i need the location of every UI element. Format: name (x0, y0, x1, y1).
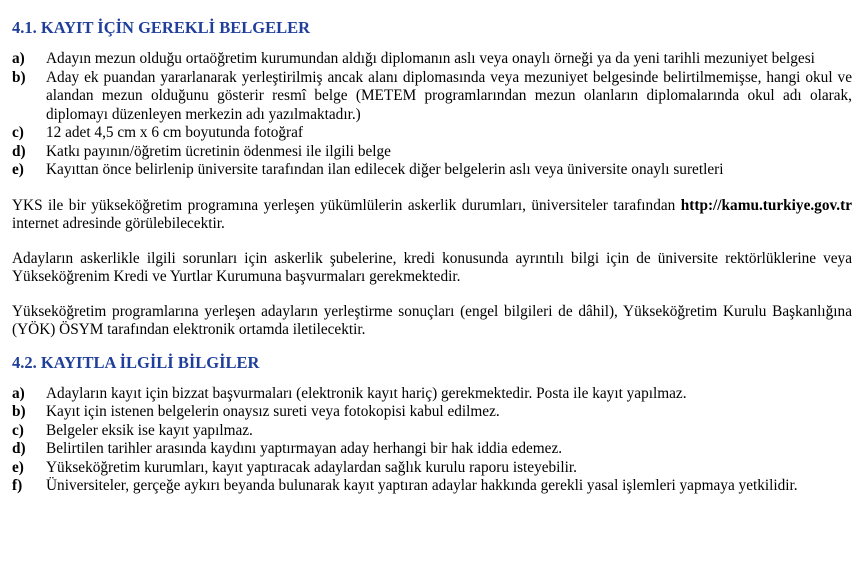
list-item-text: Yükseköğretim kurumları, kayıt yaptıracak adaylardan sağlık kurulu raporu isteyebilir. (46, 458, 577, 476)
list-item (12, 459, 852, 478)
section-heading-required-documents: 4.1. KAYIT İÇİN GEREKLİ BELGELER (12, 18, 311, 37)
list-item-letter: f) (12, 477, 23, 494)
list-item (12, 440, 852, 459)
required-documents-list (12, 50, 852, 180)
list-item-text: Belgeler eksik ise kayıt yapılmaz. (46, 421, 253, 439)
section-heading-registration-info: 4.2. KAYITLA İLGİLİ BİLGİLER (12, 352, 260, 372)
military-credit-paragraph: Adayların askerlikle ilgili sorunları için askerlik şubelerine, kredi konusunda ayrıntılı bilgi için de üniversite rektörlüklerine veya Yükseköğrenim Kredi ve Yurtlar Kurumuna başvurmaları gerekmektedir. (12, 249, 852, 285)
document-page (12, 18, 852, 496)
list-item-text: Adayların kayıt için bizzat başvurmaları (elektronik kayıt hariç) gerekmektedir. Posta ile kayıt yapılmaz. (46, 384, 687, 402)
list-item-letter: e) (12, 458, 24, 476)
list-item (12, 69, 852, 125)
list-item (12, 403, 852, 422)
list-item (12, 161, 852, 180)
list-item (12, 143, 852, 162)
list-item-letter: e) (12, 161, 24, 178)
list-item-text: Belirtilen tarihler arasında kaydını yaptırmayan aday herhangi bir hak iddia edemez. (46, 440, 563, 457)
list-item-letter: b) (12, 68, 26, 86)
list-item-text: Adayın mezun olduğu ortaöğretim kurumundan aldığı diplomanın aslı veya onaylı örneği ya da yeni tarihli mezuniyet belgesi (46, 50, 815, 67)
military-status-text: YKS ile bir yükseköğretim programına yerleşen yükümlülerin askerlik durumları, üniversiteler tarafından (12, 196, 681, 214)
list-item-letter: c) (12, 124, 24, 141)
turkiye-gov-link[interactable]: http://kamu.turkiye.gov.tr (680, 196, 852, 214)
list-item-letter: b) (12, 403, 26, 420)
cropped-previous-line (0, 0, 864, 4)
list-item (12, 385, 852, 404)
list-item-letter: a) (12, 50, 25, 67)
list-item (12, 422, 852, 441)
list-item-text: Aday ek puandan yararlanarak yerleştirilmiş ancak alanı diplomasında veya mezuniyet belgesinde belirtilmemişse, hangi okul ve alandan mezun olduğunu gösterir resmî belge (METEM programlarından mezun olanların diplomalarında okul adı olarak, diplomayı düzenleyen merkezin adı yazılmaktadır.) (46, 68, 852, 123)
list-item-text: Üniversiteler, gerçeğe aykırı beyanda bulunarak kayıt yaptıran adaylar hakkında gerekli yasal işlemleri yapmaya yetkilidir. (46, 477, 798, 494)
list-item-text: Katkı payının/öğretim ücretinin ödenmesi ile ilgili belge (46, 142, 391, 160)
list-item-letter: c) (12, 421, 24, 439)
list-item-text: Kayıttan önce belirlenip üniversite tarafından ilan edilecek diğer belgelerin aslı veya üniversite onaylı suretleri (46, 161, 724, 178)
list-item-text: Kayıt için istenen belgelerin onaysız sureti veya fotokopisi kabul edilmez. (46, 403, 500, 420)
list-item (12, 124, 852, 143)
registration-info-list (12, 385, 852, 496)
placement-results-paragraph: Yükseköğretim programlarına yerleşen adayların yerleştirme sonuçları (engel bilgileri de dâhil), Yükseköğretim Kurulu Başkanlığına (YÖK) ÖSYM tarafından elektronik ortamda iletilecektir. (12, 302, 852, 338)
list-item-letter: a) (12, 384, 25, 402)
list-item-letter: d) (12, 440, 26, 457)
list-item-letter: d) (12, 142, 26, 160)
list-item (12, 50, 852, 69)
military-status-text-end: internet adresinde görülebilecektir. (12, 215, 225, 232)
list-item (12, 477, 852, 496)
military-status-paragraph (12, 197, 852, 234)
list-item-text: 12 adet 4,5 cm x 6 cm boyutunda fotoğraf (46, 124, 304, 141)
